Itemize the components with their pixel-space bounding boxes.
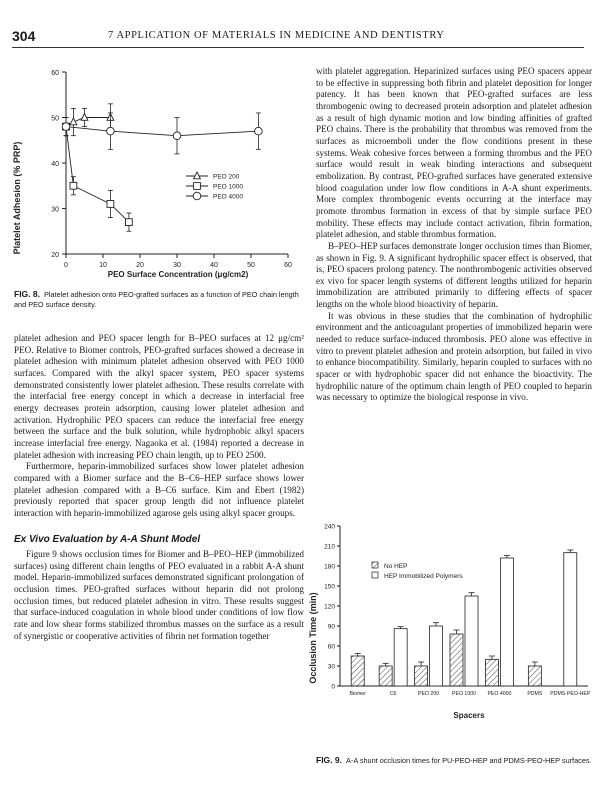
series-line-square [66,127,129,223]
y-tick-label: 30 [327,663,335,671]
legend-swatch-no-hep [372,562,378,568]
figure-9-caption-text: A-A shunt occlusion times for PU-PEO-HEP and PDMS-PEO-HEP surfaces. [346,756,592,765]
bar-no-hep [351,656,364,686]
figure-9-y-label: Occlusion Time (min) [308,592,318,684]
figure-9-x-label: Spacers [453,711,485,720]
bar-no-hep [379,666,392,686]
running-head: 7 APPLICATION OF MATERIALS IN MEDICINE AND DENTISTRY [108,30,445,41]
series-line-circle [66,127,258,136]
category-label: PEO 200 [418,691,440,697]
x-tick-label: 0 [64,262,68,269]
section-heading: Ex Vivo Evaluation by A-A Shunt Model [14,533,201,545]
x-tick-label: 40 [210,262,218,269]
x-tick-label: 60 [284,262,292,269]
header-rule [12,47,584,48]
bar-no-hep [415,666,428,686]
data-point-circle [173,132,181,140]
figure-8-caption-text: Platelet adhesion onto PEO-grafted surfaces as a function of PEO chain length and PEO surface density. [14,290,299,309]
left-paragraph-2: Furthermore, heparin-immobilized surfaces show lower platelet adhesion compared with a Biomer surface and the B–C6–HEP surface shows lower platelet adhesion compared with a B–C6 surface. Kim and Ebert (1982) previously reported that spacer group length did not influence platelet interaction with heparin-immobilized agarose gels using alkyl spacer groups. [14,461,304,518]
category-label: PDMS-PEO-HEP [550,691,591,697]
figure-8-caption [14,290,304,309]
bar-hep [394,629,407,686]
figure-8-caption-label: FIG. 8. [14,289,40,299]
data-point-square [194,183,201,190]
y-tick-label: 50 [51,115,59,123]
y-tick-label: 180 [324,563,335,571]
right-paragraph-1: with platelet aggregation. Heparinized surfaces using PEO spacers appear to be effective in suppressing both fibrin and platelet deposition for longer patency. It has been known that PEO-grafted surfaces are less thrombogenic owing to decreased protein adsorption and platelet adhesion as a result of high dynamic motion and low binding affinities of grafted PEO chains. There is the probability that thrombus was removed from the surfaces as microemboli under the flow conditions present in these systems. Weak cohesive forces between a forming thrombus and the PEO surface would result in weak binding interactions and subsequent embolization. By contrast, PEO-grafted surfaces have generated extensive blood coagulation under low flow conditions in A-A shunt experiments. More complex thrombogenic events occurring at the interface may promote thrombus formation in excess of that by simple surface PEO mobility. These effects may include contact activation, fibrin formation, platelet adhesion, and stable thrombus formation. [316,66,592,240]
y-tick-label: 60 [327,643,335,651]
category-label: PEO 4000 [487,691,512,697]
data-point-triangle [81,114,88,121]
left-column [14,333,304,642]
x-tick-label: 10 [99,262,107,269]
bar-hep [430,626,443,686]
data-point-triangle [194,172,201,179]
y-tick-label: 90 [327,623,335,631]
y-tick-label: 210 [324,543,335,551]
figure-8-x-label: PEO Surface Concentration (μg/cm2) [107,270,249,279]
y-tick-label: 20 [51,252,59,259]
right-paragraph-2: B–PEO–HEP surfaces demonstrate longer occlusion times than Biomer, as shown in Fig. 9. A significant hydrophilic spacer effect is observed, that is, PEO spacers prolong patency. The nonthrombogenic activities observed ex vivo for spacer length systems of different lengths utilized for heparin immobilization are attributed primarily to differing effects of spacer lengths on the whole blood bioactivity of heparin. [316,240,592,310]
category-label: Biomer [349,691,366,697]
y-tick-label: 150 [324,583,335,591]
category-label: C6 [389,691,397,697]
left-paragraph-3: Figure 9 shows occlusion times for Biomer and B–PEO–HEP (immobilized surfaces) using different chain lengths of PEO evaluated in a rabbit A-A shunt model. Heparin-immobilized surfaces demonstrated significant prolongation of occlusion times. PEO-grafted surfaces without heparin did not prolong occlusion times, but reduced platelet adhesion in vitro. These results suggest that surface-induced coagulation in whole blood under conditions of low flow rate and low shear forms stabilized thrombus masses on the surface as a result of synergistic or cooperative activities of fibrin net formation together [14,549,304,641]
data-point-circle [255,127,263,135]
figure-9-caption [316,756,592,766]
y-tick-label: 60 [51,70,59,77]
x-tick-label: 30 [173,262,181,269]
bar-no-hep [450,634,463,686]
data-point-circle [193,192,201,200]
category-label: PEO 1000 [452,691,476,697]
data-point-circle [107,127,115,135]
y-tick-label: 30 [51,206,59,214]
legend-label-hep: HEP Immobilized Polymers [384,573,463,580]
bar-hep [465,596,478,686]
figure-9-caption-label: FIG. 9. [316,755,342,765]
bar-hep [500,558,513,686]
data-point-square [107,201,114,208]
data-point-square [126,219,133,226]
figure-9-chart [304,518,594,750]
left-paragraph-1: platelet adhesion and PEO spacer length for B–PEO surfaces at 12 μg/cm² PEO. Relative to Biomer controls, PEO-grafted surfaces showed a decrease in platelet adhesion with minimum platelet adhesion observed with PEO 1000 surfaces. Compared with the alkyl spacer system, PEO spacer systems demonstrated consistently lower platelet adhesion. These results correlate with the interfacial free energy concept in which a decrease in interfacial free energy decreases protein adsorption, causing lower platelet adhesion and activation. Hydrophilic PEO spacers can reduce the interfacial free energy between the surface and the bulk solution, while hydrophobic alkyl spacers increase interfacial free energy. Nagaoka et al. (1984) reported a decrease in platelet adhesion with increasing PEO chain length, up to PEO 2500. [14,333,304,460]
figure-8-marks [62,104,262,231]
bar-no-hep [528,666,541,686]
figure-8-y-label: Platelet Adhesion (% PRP) [12,141,22,255]
bar-hep [564,553,577,686]
right-column [316,66,592,404]
page-header [12,26,584,46]
category-label: PDMS [527,691,543,697]
figure-8-axes [51,70,292,269]
legend-label-no-hep: No HEP [384,563,408,570]
x-tick-label: 50 [247,262,255,269]
y-tick-label: 240 [324,523,335,531]
x-tick-label: 20 [136,262,144,269]
legend-label: PEO 1000 [213,183,243,191]
legend-label: PEO 200 [213,173,240,181]
data-point-square [70,182,77,189]
y-tick-label: 0 [331,683,335,691]
figure-9-marks [351,550,577,686]
y-tick-label: 40 [51,161,59,168]
y-tick-label: 120 [324,603,335,611]
legend-swatch-hep [372,572,378,578]
page-number: 304 [12,28,36,44]
right-paragraph-3: It was obvious in these studies that the combination of hydrophilic environment and the anticoagulant properties of immobilized heparin were needed to reduce surface-induced thrombosis. PEO alone was effective in vitro to prevent platelet adhesion and protein adsorption, but failed in vivo to enhance biocompatibility. Similarly, heparin coupled to surfaces with no spacer or with hydrophobic spacer did not enhance the bioactivity. The hydrophilic nature of the optimum chain length of PEO coupled to heparin was necessary to optimize the biological response in vivo. [316,310,592,403]
legend-label: PEO 4000 [213,193,243,201]
data-point-circle [62,123,70,131]
bar-no-hep [485,659,498,686]
figure-8-chart [8,58,304,280]
